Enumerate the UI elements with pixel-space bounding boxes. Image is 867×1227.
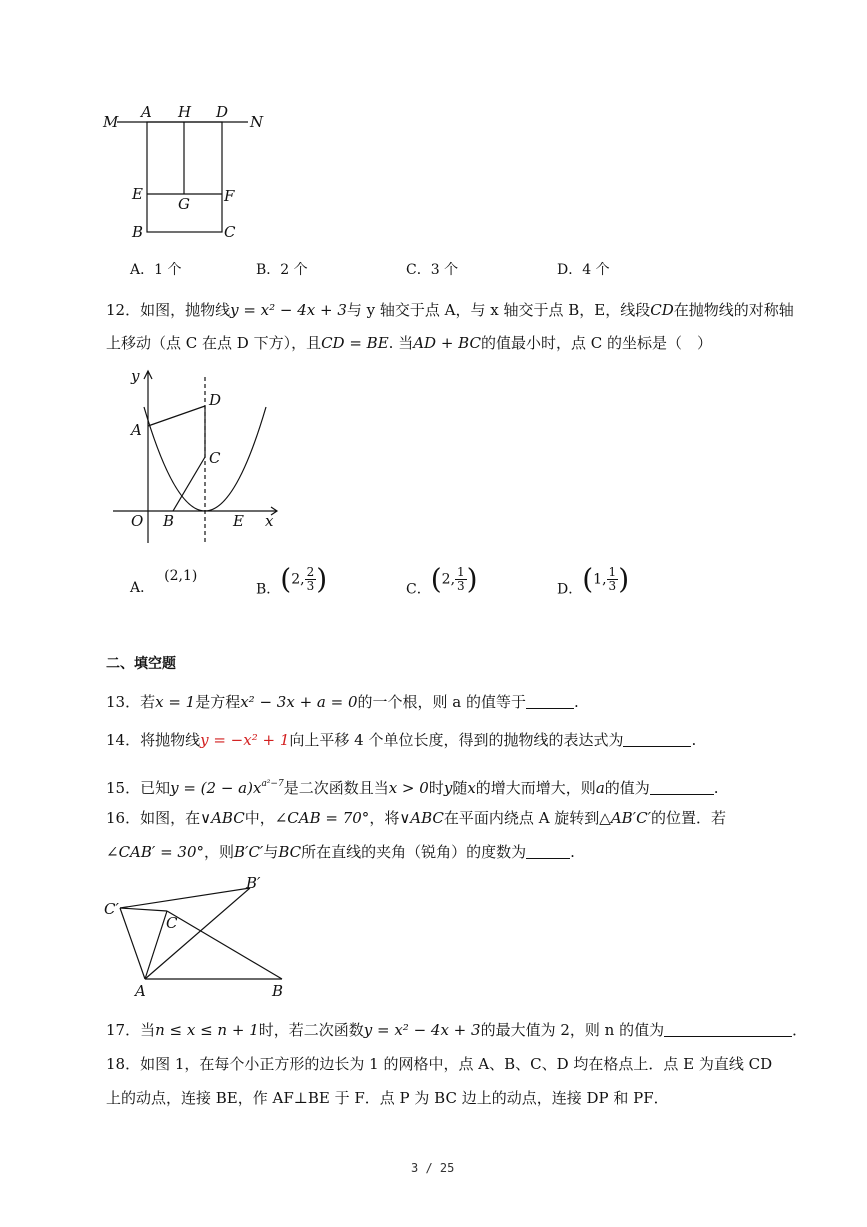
label-O: O (131, 512, 144, 530)
label-B: B (272, 982, 284, 1000)
label-B-prime: B′ (246, 874, 261, 892)
label-D: D (209, 391, 222, 409)
figure-q16-rotation (100, 872, 300, 1002)
q11-option-b: B．2 个 (256, 262, 308, 278)
label-G: G (178, 195, 190, 213)
q13: 13．若x = 1是方程x² − 3x + a = 0的一个根，则 a 的值等于 . (106, 693, 579, 711)
label-F: F (224, 187, 235, 205)
label-C-prime: C′ (104, 900, 119, 918)
q14: 14．将抛物线y = −x² + 1向上平移 4 个单位长度，得到的抛物线的表达式为 . (106, 731, 697, 749)
label-C: C (224, 223, 236, 241)
q16-line1: 16．如图，在∨ABC中，∠CAB = 70°，将∨ABC在平面内绕点 A 旋转到△AB′C′的位置．若 (106, 809, 726, 827)
answer-blank[interactable] (650, 780, 714, 795)
label-x: x (265, 512, 274, 530)
q15: 15．已知$y = (2 - a)x^{a^2-7}$是二次函数且当x > 0时y随x的增大而增大，则a的值为 . (106, 779, 719, 797)
q12-option-b: B．(2, $\frac{2}{3}$ ) (256, 562, 328, 598)
label-B: B (132, 223, 144, 241)
q16-line2: ∠CAB′ = 30°，则B′C′与BC所在直线的夹角（锐角）的度数为 . (106, 843, 575, 861)
label-N: N (250, 113, 264, 131)
answer-blank[interactable] (623, 732, 691, 747)
label-M: M (103, 113, 119, 131)
label-A: A (141, 103, 152, 121)
label-D: D (216, 103, 229, 121)
q17: 17．当n ≤ x ≤ n + 1时，若二次函数y = x² − 4x + 3的最大值为 2，则 n 的值为 ． (106, 1021, 808, 1039)
q11-option-c: C．3 个 (406, 262, 459, 278)
label-E: E (132, 185, 143, 203)
q12-line2: 上移动（点 C 在点 D 下方），且CD = BE. 当AD + BC的值最小时，点 C 的坐标是（ ） (106, 334, 712, 352)
label-B: B (163, 512, 175, 530)
q12-option-a: A．(2,1) (130, 568, 198, 596)
label-C: C (166, 914, 178, 932)
answer-blank[interactable] (664, 1022, 792, 1037)
q12-line1: 12．如图，抛物线y = x² − 4x + 3与 y 轴交于点 A，与 x 轴交于点 B，E，线段CD在抛物线的对称轴 (106, 301, 794, 319)
q11-option-a: A．1 个 (130, 262, 182, 278)
label-A: A (135, 982, 146, 1000)
q11-option-d: D．4 个 (557, 262, 610, 278)
q12-option-d: D．(1, $\frac{1}{3}$ ) (557, 562, 630, 598)
q12-option-c: C．(2, $\frac{1}{3}$ ) (406, 562, 478, 598)
label-A: A (131, 421, 142, 439)
label-E: E (233, 512, 244, 530)
label-C: C (209, 449, 221, 467)
label-H: H (178, 103, 192, 121)
label-y: y (131, 367, 140, 385)
section-heading-fill-in: 二、填空题 (106, 656, 176, 672)
answer-blank[interactable] (526, 694, 574, 709)
page-number: 3 / 25 (411, 1161, 455, 1175)
answer-blank[interactable] (526, 844, 570, 859)
figure-q12-parabola (105, 365, 295, 550)
q18-line1: 18．如图 1，在每个小正方形的边长为 1 的网格中，点 A、B、C、D 均在格点上．点 E 为直线 CD (106, 1055, 773, 1073)
figure-q11-rectangle (95, 95, 285, 250)
q18-line2: 上的动点，连接 BE，作 AF⊥BE 于 F．点 P 为 BC 边上的动点，连接 DP 和 PF． (106, 1089, 669, 1107)
